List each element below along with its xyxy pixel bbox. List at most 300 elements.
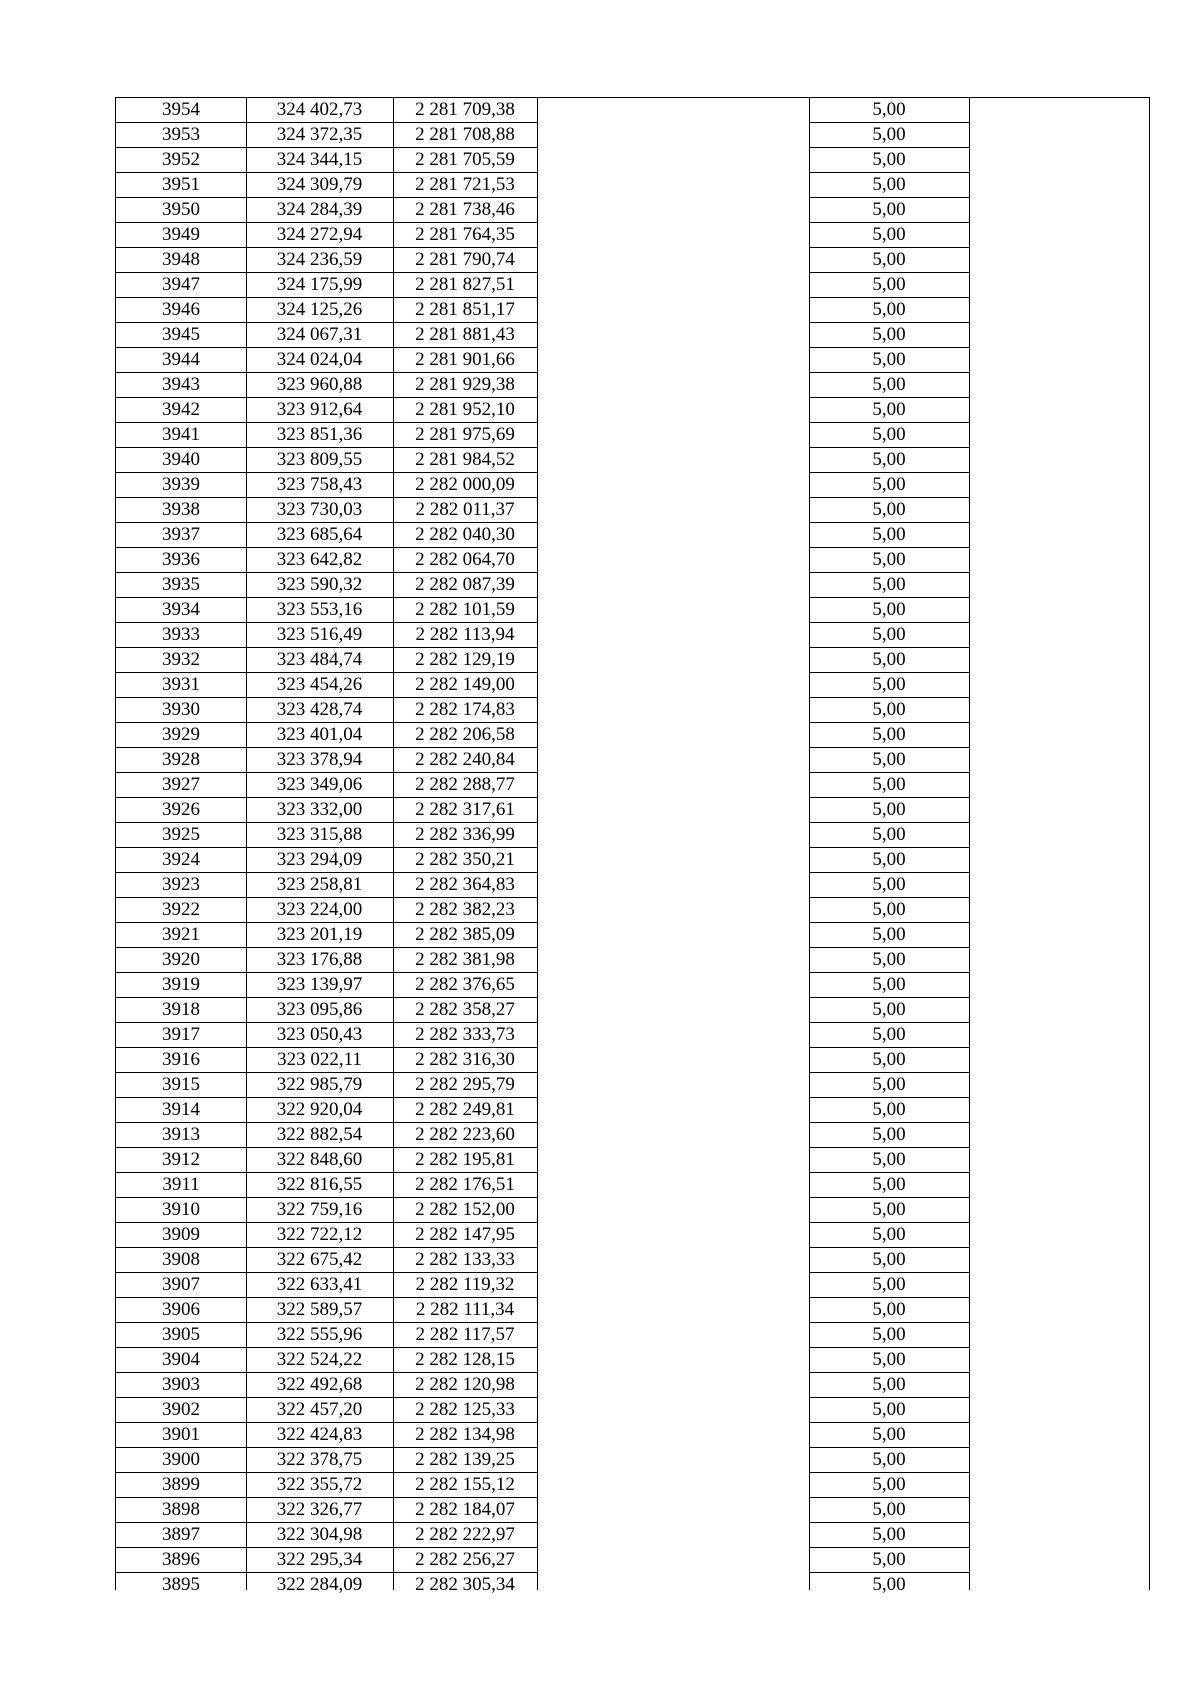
empty-cell: [537, 1473, 809, 1497]
empty-cell: [969, 198, 1151, 222]
y-coordinate-cell: 2 282 305,34: [415, 1574, 515, 1595]
x-coordinate-cell: 324 284,39: [276, 199, 363, 220]
x-coordinate-cell: 323 224,00: [276, 899, 363, 920]
y-coordinate-cell: 2 282 149,00: [415, 674, 515, 695]
table-row: [116, 748, 1149, 773]
empty-cell: [537, 1023, 809, 1047]
point-number-cell: 3899: [162, 1474, 200, 1495]
y-coordinate-cell: 2 282 113,94: [415, 624, 515, 645]
empty-cell: [537, 473, 809, 497]
empty-cell: [969, 248, 1151, 272]
y-coordinate-cell: 2 282 223,60: [415, 1124, 515, 1145]
point-number-cell: 3913: [162, 1124, 200, 1145]
empty-cell: [537, 148, 809, 172]
table-row: [116, 973, 1149, 998]
table-row: [116, 898, 1149, 923]
empty-cell: [537, 1073, 809, 1097]
table-row: [116, 223, 1149, 248]
table-row: [116, 1348, 1149, 1373]
empty-cell: [537, 1423, 809, 1447]
empty-cell: [969, 448, 1151, 472]
value-cell: 5,00: [872, 1574, 906, 1595]
x-coordinate-cell: 323 642,82: [276, 549, 363, 570]
empty-cell: [537, 848, 809, 872]
point-number-cell: 3944: [162, 349, 200, 370]
x-coordinate-cell: 323 332,00: [276, 799, 363, 820]
empty-cell: [969, 673, 1151, 697]
value-cell: 5,00: [872, 1024, 906, 1045]
y-coordinate-cell: 2 282 382,23: [415, 899, 515, 920]
value-cell: 5,00: [872, 1099, 906, 1120]
point-number-cell: 3933: [162, 624, 200, 645]
table-row: [116, 823, 1149, 848]
empty-cell: [537, 198, 809, 222]
point-number-cell: 3908: [162, 1249, 200, 1270]
empty-cell: [969, 223, 1151, 247]
empty-cell: [537, 498, 809, 522]
empty-cell: [969, 1048, 1151, 1072]
table-row: [116, 448, 1149, 473]
point-number-cell: 3924: [162, 849, 200, 870]
table-row: [116, 373, 1149, 398]
x-coordinate-cell: 323 428,74: [276, 699, 363, 720]
x-coordinate-cell: 323 349,06: [276, 774, 363, 795]
empty-cell: [969, 998, 1151, 1022]
y-coordinate-cell: 2 282 147,95: [415, 1224, 515, 1245]
empty-cell: [537, 1148, 809, 1172]
point-number-cell: 3945: [162, 324, 200, 345]
empty-cell: [969, 273, 1151, 297]
empty-cell: [969, 1173, 1151, 1197]
empty-cell: [537, 1048, 809, 1072]
empty-cell: [537, 448, 809, 472]
point-number-cell: 3939: [162, 474, 200, 495]
empty-cell: [537, 1248, 809, 1272]
empty-cell: [969, 423, 1151, 447]
value-cell: 5,00: [872, 1449, 906, 1470]
empty-cell: [537, 123, 809, 147]
y-coordinate-cell: 2 282 120,98: [415, 1374, 515, 1395]
y-coordinate-cell: 2 282 155,12: [415, 1474, 515, 1495]
y-coordinate-cell: 2 282 350,21: [415, 849, 515, 870]
table-row: [116, 1173, 1149, 1198]
empty-cell: [969, 1198, 1151, 1222]
table-row: [116, 1448, 1149, 1473]
empty-cell: [537, 548, 809, 572]
value-cell: 5,00: [872, 1074, 906, 1095]
empty-cell: [969, 698, 1151, 722]
y-coordinate-cell: 2 281 984,52: [415, 449, 515, 470]
table-row: [116, 1073, 1149, 1098]
empty-cell: [537, 1323, 809, 1347]
x-coordinate-cell: 322 424,83: [276, 1424, 363, 1445]
table-row: [116, 698, 1149, 723]
x-coordinate-cell: 322 848,60: [276, 1149, 363, 1170]
table-row: [116, 423, 1149, 448]
y-coordinate-cell: 2 282 064,70: [415, 549, 515, 570]
y-coordinate-cell: 2 282 125,33: [415, 1399, 515, 1420]
y-coordinate-cell: 2 282 249,81: [415, 1099, 515, 1120]
empty-cell: [537, 648, 809, 672]
empty-cell: [969, 1473, 1151, 1497]
empty-cell: [969, 798, 1151, 822]
value-cell: 5,00: [872, 274, 906, 295]
value-cell: 5,00: [872, 949, 906, 970]
empty-cell: [537, 598, 809, 622]
table-row: [116, 673, 1149, 698]
point-number-cell: 3935: [162, 574, 200, 595]
y-coordinate-cell: 2 281 952,10: [415, 399, 515, 420]
value-cell: 5,00: [872, 774, 906, 795]
empty-cell: [969, 1023, 1151, 1047]
y-coordinate-cell: 2 282 240,84: [415, 749, 515, 770]
empty-cell: [969, 298, 1151, 322]
empty-cell: [969, 648, 1151, 672]
x-coordinate-cell: 323 758,43: [276, 474, 363, 495]
empty-cell: [969, 573, 1151, 597]
value-cell: 5,00: [872, 1499, 906, 1520]
table-row: [116, 648, 1149, 673]
y-coordinate-cell: 2 282 133,33: [415, 1249, 515, 1270]
value-cell: 5,00: [872, 1299, 906, 1320]
x-coordinate-cell: 323 095,86: [276, 999, 363, 1020]
table-row: [116, 298, 1149, 323]
y-coordinate-cell: 2 282 195,81: [415, 1149, 515, 1170]
y-coordinate-cell: 2 281 929,38: [415, 374, 515, 395]
table-row: [116, 523, 1149, 548]
x-coordinate-cell: 324 067,31: [276, 324, 363, 345]
value-cell: 5,00: [872, 499, 906, 520]
value-cell: 5,00: [872, 399, 906, 420]
empty-cell: [969, 98, 1151, 122]
value-cell: 5,00: [872, 874, 906, 895]
value-cell: 5,00: [872, 999, 906, 1020]
empty-cell: [969, 548, 1151, 572]
empty-cell: [969, 848, 1151, 872]
empty-cell: [969, 1373, 1151, 1397]
point-number-cell: 3919: [162, 974, 200, 995]
value-cell: 5,00: [872, 349, 906, 370]
point-number-cell: 3902: [162, 1399, 200, 1420]
table-row: [116, 98, 1149, 123]
table-row: [116, 323, 1149, 348]
empty-cell: [969, 398, 1151, 422]
value-cell: 5,00: [872, 1374, 906, 1395]
point-number-cell: 3943: [162, 374, 200, 395]
y-coordinate-cell: 2 282 256,27: [415, 1549, 515, 1570]
table-row: [116, 948, 1149, 973]
table-row: [116, 1023, 1149, 1048]
empty-cell: [537, 723, 809, 747]
y-coordinate-cell: 2 282 317,61: [415, 799, 515, 820]
y-coordinate-cell: 2 282 117,57: [415, 1324, 515, 1345]
empty-cell: [969, 1523, 1151, 1547]
empty-cell: [969, 1498, 1151, 1522]
empty-cell: [537, 798, 809, 822]
point-number-cell: 3918: [162, 999, 200, 1020]
table-row: [116, 123, 1149, 148]
value-cell: 5,00: [872, 1124, 906, 1145]
x-coordinate-cell: 323 294,09: [276, 849, 363, 870]
empty-cell: [969, 623, 1151, 647]
empty-cell: [969, 1573, 1151, 1597]
x-coordinate-cell: 322 882,54: [276, 1124, 363, 1145]
y-coordinate-cell: 2 282 206,58: [415, 724, 515, 745]
y-coordinate-cell: 2 282 316,30: [415, 1049, 515, 1070]
empty-cell: [537, 423, 809, 447]
empty-cell: [969, 873, 1151, 897]
y-coordinate-cell: 2 281 881,43: [415, 324, 515, 345]
value-cell: 5,00: [872, 824, 906, 845]
x-coordinate-cell: 323 960,88: [276, 374, 363, 395]
table-row: [116, 1373, 1149, 1398]
empty-cell: [969, 148, 1151, 172]
empty-cell: [537, 1398, 809, 1422]
y-coordinate-cell: 2 281 901,66: [415, 349, 515, 370]
point-number-cell: 3932: [162, 649, 200, 670]
y-coordinate-cell: 2 282 174,83: [415, 699, 515, 720]
point-number-cell: 3901: [162, 1424, 200, 1445]
table-row: [116, 848, 1149, 873]
value-cell: 5,00: [872, 599, 906, 620]
x-coordinate-cell: 324 372,35: [276, 124, 363, 145]
empty-cell: [537, 298, 809, 322]
table-row: [116, 998, 1149, 1023]
value-cell: 5,00: [872, 224, 906, 245]
value-cell: 5,00: [872, 574, 906, 595]
empty-cell: [537, 923, 809, 947]
y-coordinate-cell: 2 282 087,39: [415, 574, 515, 595]
x-coordinate-cell: 323 139,97: [276, 974, 363, 995]
empty-cell: [969, 1073, 1151, 1097]
empty-cell: [537, 898, 809, 922]
value-cell: 5,00: [872, 324, 906, 345]
y-coordinate-cell: 2 282 376,65: [415, 974, 515, 995]
empty-cell: [969, 773, 1151, 797]
point-number-cell: 3931: [162, 674, 200, 695]
empty-cell: [969, 1548, 1151, 1572]
x-coordinate-cell: 323 401,04: [276, 724, 363, 745]
value-cell: 5,00: [872, 649, 906, 670]
y-coordinate-cell: 2 281 738,46: [415, 199, 515, 220]
empty-cell: [969, 323, 1151, 347]
empty-cell: [537, 773, 809, 797]
point-number-cell: 3900: [162, 1449, 200, 1470]
value-cell: 5,00: [872, 699, 906, 720]
x-coordinate-cell: 324 024,04: [276, 349, 363, 370]
empty-cell: [969, 1423, 1151, 1447]
empty-cell: [537, 1098, 809, 1122]
point-number-cell: 3921: [162, 924, 200, 945]
y-coordinate-cell: 2 282 040,30: [415, 524, 515, 545]
empty-cell: [537, 623, 809, 647]
table-row: [116, 1473, 1149, 1498]
point-number-cell: 3934: [162, 599, 200, 620]
x-coordinate-cell: 323 176,88: [276, 949, 363, 970]
empty-cell: [537, 1198, 809, 1222]
value-cell: 5,00: [872, 1399, 906, 1420]
value-cell: 5,00: [872, 1524, 906, 1545]
y-coordinate-cell: 2 282 381,98: [415, 949, 515, 970]
y-coordinate-cell: 2 281 764,35: [415, 224, 515, 245]
table-row: [116, 623, 1149, 648]
table-row: [116, 873, 1149, 898]
point-number-cell: 3952: [162, 149, 200, 170]
x-coordinate-cell: 322 355,72: [276, 1474, 363, 1495]
x-coordinate-cell: 322 304,98: [276, 1524, 363, 1545]
x-coordinate-cell: 323 516,49: [276, 624, 363, 645]
empty-cell: [537, 1573, 809, 1597]
empty-cell: [537, 1448, 809, 1472]
y-coordinate-cell: 2 281 790,74: [415, 249, 515, 270]
empty-cell: [537, 948, 809, 972]
point-number-cell: 3951: [162, 174, 200, 195]
point-number-cell: 3923: [162, 874, 200, 895]
table-row: [116, 773, 1149, 798]
point-number-cell: 3940: [162, 449, 200, 470]
table-row: [116, 548, 1149, 573]
value-cell: 5,00: [872, 124, 906, 145]
x-coordinate-cell: 324 175,99: [276, 274, 363, 295]
point-number-cell: 3915: [162, 1074, 200, 1095]
y-coordinate-cell: 2 282 222,97: [415, 1524, 515, 1545]
table-row: [116, 598, 1149, 623]
x-coordinate-cell: 323 912,64: [276, 399, 363, 420]
value-cell: 5,00: [872, 749, 906, 770]
empty-cell: [537, 1523, 809, 1547]
table-row: [116, 1573, 1149, 1598]
empty-cell: [969, 373, 1151, 397]
empty-cell: [537, 1298, 809, 1322]
y-coordinate-cell: 2 282 000,09: [415, 474, 515, 495]
x-coordinate-cell: 322 675,42: [276, 1249, 363, 1270]
value-cell: 5,00: [872, 424, 906, 445]
empty-cell: [969, 1398, 1151, 1422]
y-coordinate-cell: 2 282 139,25: [415, 1449, 515, 1470]
value-cell: 5,00: [872, 1224, 906, 1245]
table-row: [116, 348, 1149, 373]
point-number-cell: 3903: [162, 1374, 200, 1395]
table-row: [116, 1198, 1149, 1223]
empty-cell: [969, 973, 1151, 997]
y-coordinate-cell: 2 281 705,59: [415, 149, 515, 170]
empty-cell: [537, 573, 809, 597]
value-cell: 5,00: [872, 1249, 906, 1270]
table-row: [116, 273, 1149, 298]
value-cell: 5,00: [872, 1349, 906, 1370]
value-cell: 5,00: [872, 849, 906, 870]
x-coordinate-cell: 323 315,88: [276, 824, 363, 845]
empty-cell: [537, 273, 809, 297]
empty-cell: [969, 1323, 1151, 1347]
x-coordinate-cell: 323 201,19: [276, 924, 363, 945]
empty-cell: [537, 98, 809, 122]
empty-cell: [969, 123, 1151, 147]
table-row: [116, 1323, 1149, 1348]
value-cell: 5,00: [872, 1199, 906, 1220]
empty-cell: [537, 1373, 809, 1397]
point-number-cell: 3925: [162, 824, 200, 845]
empty-cell: [537, 1223, 809, 1247]
empty-cell: [537, 1348, 809, 1372]
x-coordinate-cell: 322 589,57: [276, 1299, 363, 1320]
empty-cell: [969, 1148, 1151, 1172]
x-coordinate-cell: 323 258,81: [276, 874, 363, 895]
x-coordinate-cell: 322 920,04: [276, 1099, 363, 1120]
table-row: [116, 723, 1149, 748]
point-number-cell: 3920: [162, 949, 200, 970]
table-row: [116, 1298, 1149, 1323]
point-number-cell: 3949: [162, 224, 200, 245]
table-row: [116, 573, 1149, 598]
point-number-cell: 3912: [162, 1149, 200, 1170]
table-row: [116, 1398, 1149, 1423]
y-coordinate-cell: 2 281 827,51: [415, 274, 515, 295]
value-cell: 5,00: [872, 1149, 906, 1170]
value-cell: 5,00: [872, 249, 906, 270]
empty-cell: [969, 1348, 1151, 1372]
table-row: [116, 248, 1149, 273]
y-coordinate-cell: 2 282 385,09: [415, 924, 515, 945]
empty-cell: [537, 1498, 809, 1522]
point-number-cell: 3907: [162, 1274, 200, 1295]
value-cell: 5,00: [872, 1424, 906, 1445]
point-number-cell: 3896: [162, 1549, 200, 1570]
point-number-cell: 3928: [162, 749, 200, 770]
value-cell: 5,00: [872, 299, 906, 320]
point-number-cell: 3922: [162, 899, 200, 920]
x-coordinate-cell: 322 759,16: [276, 1199, 363, 1220]
table-row: [116, 398, 1149, 423]
point-number-cell: 3946: [162, 299, 200, 320]
empty-cell: [537, 1273, 809, 1297]
value-cell: 5,00: [872, 674, 906, 695]
table-row: [116, 923, 1149, 948]
x-coordinate-cell: 324 272,94: [276, 224, 363, 245]
empty-cell: [969, 498, 1151, 522]
value-cell: 5,00: [872, 724, 906, 745]
point-number-cell: 3948: [162, 249, 200, 270]
x-coordinate-cell: 322 378,75: [276, 1449, 363, 1470]
empty-cell: [969, 1298, 1151, 1322]
table-row: [116, 1423, 1149, 1448]
empty-cell: [969, 523, 1151, 547]
empty-cell: [969, 748, 1151, 772]
empty-cell: [969, 1248, 1151, 1272]
y-coordinate-cell: 2 282 129,19: [415, 649, 515, 670]
x-coordinate-cell: 323 454,26: [276, 674, 363, 695]
table-row: [116, 148, 1149, 173]
empty-cell: [537, 223, 809, 247]
point-number-cell: 3895: [162, 1574, 200, 1595]
x-coordinate-cell: 324 236,59: [276, 249, 363, 270]
point-number-cell: 3927: [162, 774, 200, 795]
point-number-cell: 3936: [162, 549, 200, 570]
value-cell: 5,00: [872, 974, 906, 995]
point-number-cell: 3905: [162, 1324, 200, 1345]
value-cell: 5,00: [872, 549, 906, 570]
x-coordinate-cell: 322 492,68: [276, 1374, 363, 1395]
x-coordinate-cell: 323 378,94: [276, 749, 363, 770]
empty-cell: [969, 1223, 1151, 1247]
empty-cell: [969, 1448, 1151, 1472]
y-coordinate-cell: 2 282 134,98: [415, 1424, 515, 1445]
x-coordinate-cell: 322 555,96: [276, 1324, 363, 1345]
x-coordinate-cell: 322 633,41: [276, 1274, 363, 1295]
point-number-cell: 3930: [162, 699, 200, 720]
y-coordinate-cell: 2 281 975,69: [415, 424, 515, 445]
value-cell: 5,00: [872, 924, 906, 945]
